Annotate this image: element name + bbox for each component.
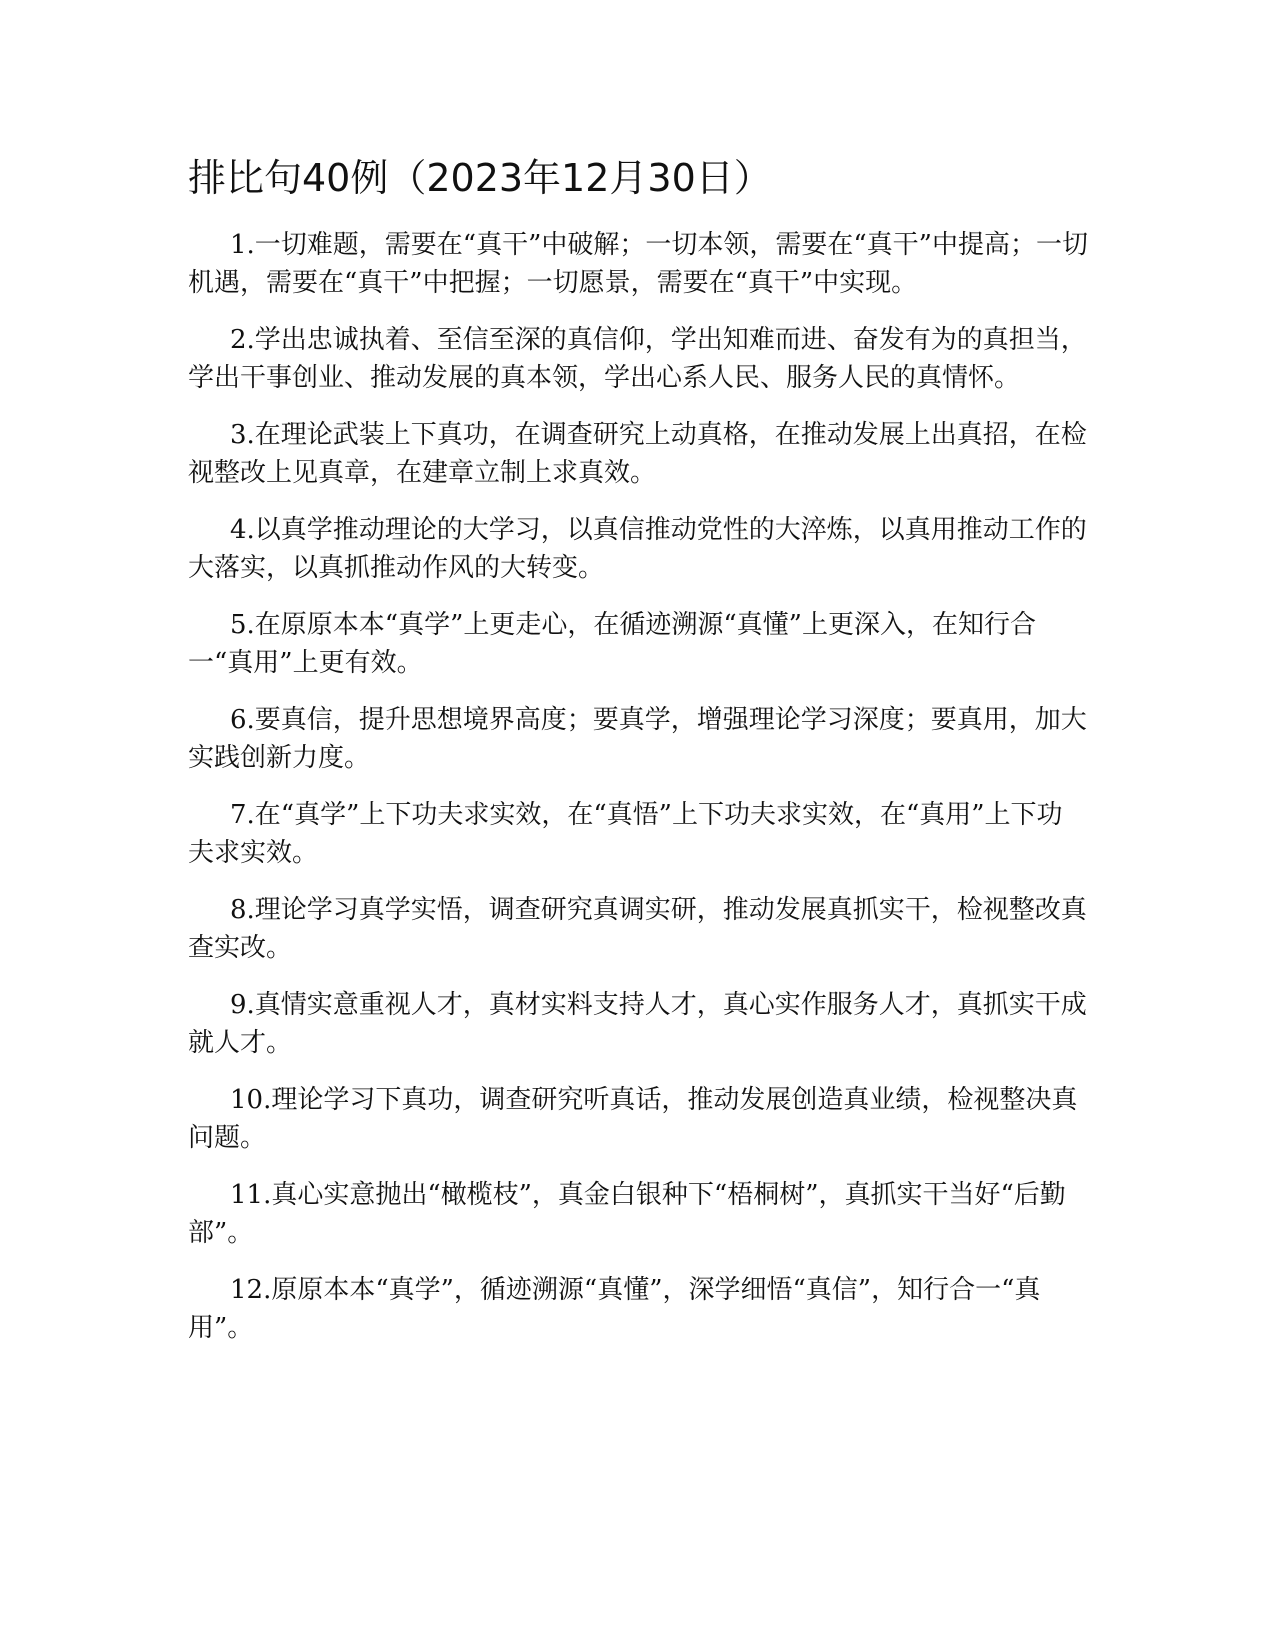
paragraph-1: 1.一切难题，需要在“真干”中破解；一切本领，需要在“真干”中提高；一切机遇，需要在“真干”中把握；一切愿景，需要在“真干”中实现。 [188, 230, 1088, 298]
paragraph-7: 7.在“真学”上下功夫求实效，在“真悟”上下功夫求实效，在“真用”上下功夫求实效。 [188, 800, 1063, 868]
paragraph-12: 12.原原本本“真学”，循迹溯源“真懂”，深学细悟“真信”，知行合一“真用”。 [188, 1275, 1041, 1343]
paragraph-5: 5.在原原本本“真学”上更走心，在循迹溯源“真懂”上更深入，在知行合一“真用”上更有效。 [188, 610, 1036, 678]
paragraph-11: 11.真心实意抛出“橄榄枝”，真金白银种下“梧桐树”，真抓实干当好“后勤部”。 [188, 1180, 1066, 1248]
paragraph-10: 10.理论学习下真功，调查研究听真话，推动发展创造真业绩，检视整决真问题。 [188, 1085, 1078, 1153]
paragraph-4: 4.以真学推动理论的大学习，以真信推动党性的大淬炼，以真用推动工作的大落实，以真抓推动作风的大转变。 [188, 515, 1087, 583]
document-body [188, 150, 1088, 1366]
paragraph-8: 8.理论学习真学实悟，调查研究真调实研，推动发展真抓实干，检视整改真查实改。 [188, 895, 1087, 963]
paragraph-6: 6.要真信，提升思想境界高度；要真学，增强理论学习深度；要真用，加大实践创新力度。 [188, 705, 1087, 773]
paragraph-2: 2.学出忠诚执着、至信至深的真信仰，学出知难而进、奋发有为的真担当，学出干事创业、推动发展的真本领，学出心系人民、服务人民的真情怀。 [188, 325, 1087, 393]
paragraph-9: 9.真情实意重视人才，真材实料支持人才，真心实作服务人才，真抓实干成就人才。 [188, 990, 1087, 1058]
document-title: 排比句40例（2023年12月30日） [188, 156, 772, 200]
paragraph-3: 3.在理论武装上下真功，在调查研究上动真格，在推动发展上出真招，在检视整改上见真章，在建章立制上求真效。 [188, 420, 1087, 488]
